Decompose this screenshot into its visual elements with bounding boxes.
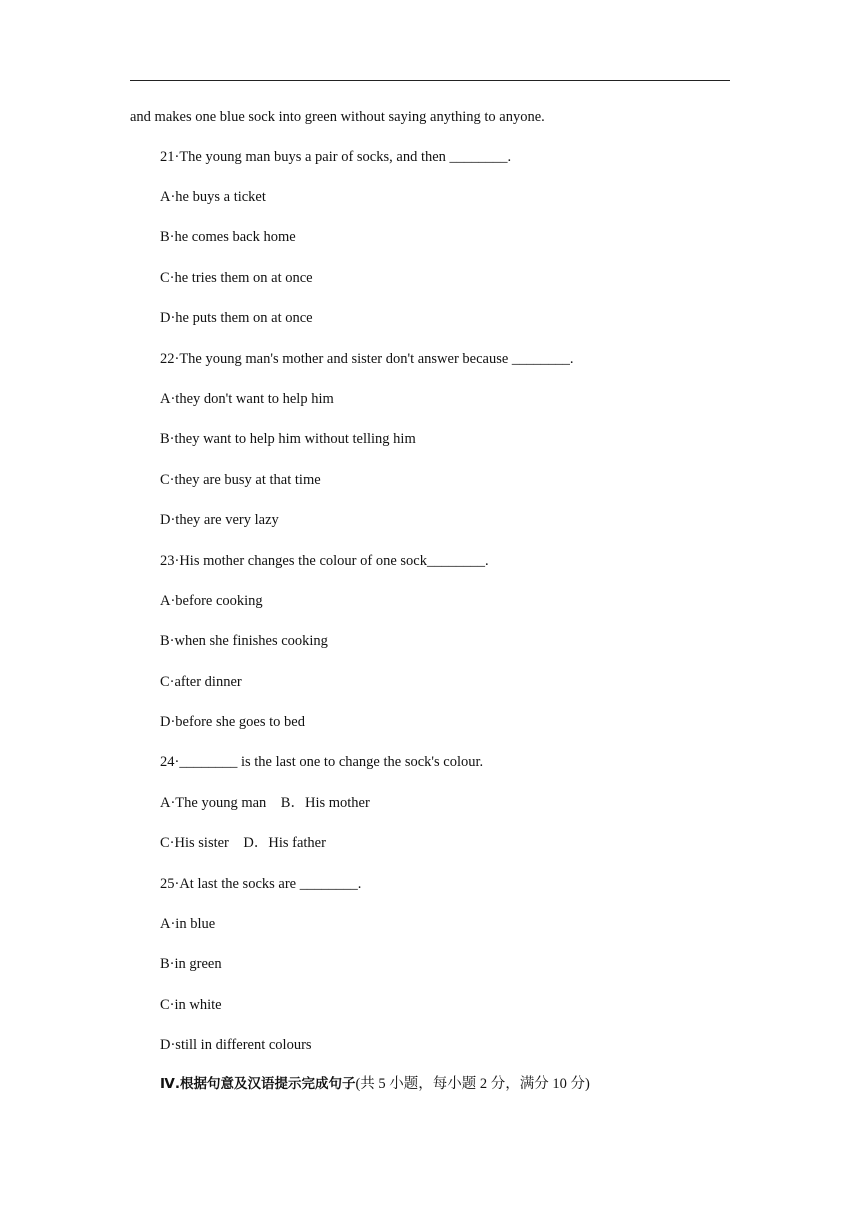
question-21-option-d: D·he puts them on at once (160, 310, 313, 326)
question-21-stem: 21·The young man buys a pair of socks, and then ________. (160, 149, 512, 165)
question-25-option-a: A·in blue (160, 916, 216, 932)
question-25-option-c: C·in white (160, 997, 222, 1013)
question-22-option-b: B·they want to help him without telling him (160, 431, 416, 447)
section-title: Ⅳ.根据句意及汉语提示完成句子 (160, 1076, 356, 1092)
question-21-option-a: A·he buys a ticket (160, 189, 266, 205)
question-25-stem: 25·At last the socks are ________. (160, 876, 362, 892)
question-22-option-d: D·they are very lazy (160, 512, 279, 528)
question-25-option-b: B·in green (160, 956, 222, 972)
question-22-stem: 22·The young man's mother and sister don't answer because ________. (160, 351, 574, 367)
question-24-stem: 24·________ is the last one to change the sock's colour. (160, 754, 484, 770)
question-22-option-c: C·they are busy at that time (160, 472, 321, 488)
question-24-options-ab: A·The young man B．His mother (160, 795, 370, 811)
question-21-option-c: C·he tries them on at once (160, 270, 313, 286)
question-24-options-cd: C·His sister D．His father (160, 835, 326, 851)
question-25-option-d: D·still in different colours (160, 1037, 312, 1053)
question-23-option-b: B·when she finishes cooking (160, 633, 328, 649)
section-heading (160, 1075, 590, 1093)
section-note: (共 5 小题，每小题 2 分，满分 10 分) (355, 1076, 590, 1092)
header-rule (130, 80, 730, 81)
question-21-option-b: B·he comes back home (160, 229, 296, 245)
question-23-option-c: C·after dinner (160, 674, 242, 690)
question-23-option-a: A·before cooking (160, 593, 263, 609)
question-23-stem: 23·His mother changes the colour of one sock________. (160, 553, 489, 569)
question-23-option-d: D·before she goes to bed (160, 714, 305, 730)
question-22-option-a: A·they don't want to help him (160, 391, 334, 407)
passage-continuation: and makes one blue sock into green without saying anything to anyone. (130, 109, 545, 125)
